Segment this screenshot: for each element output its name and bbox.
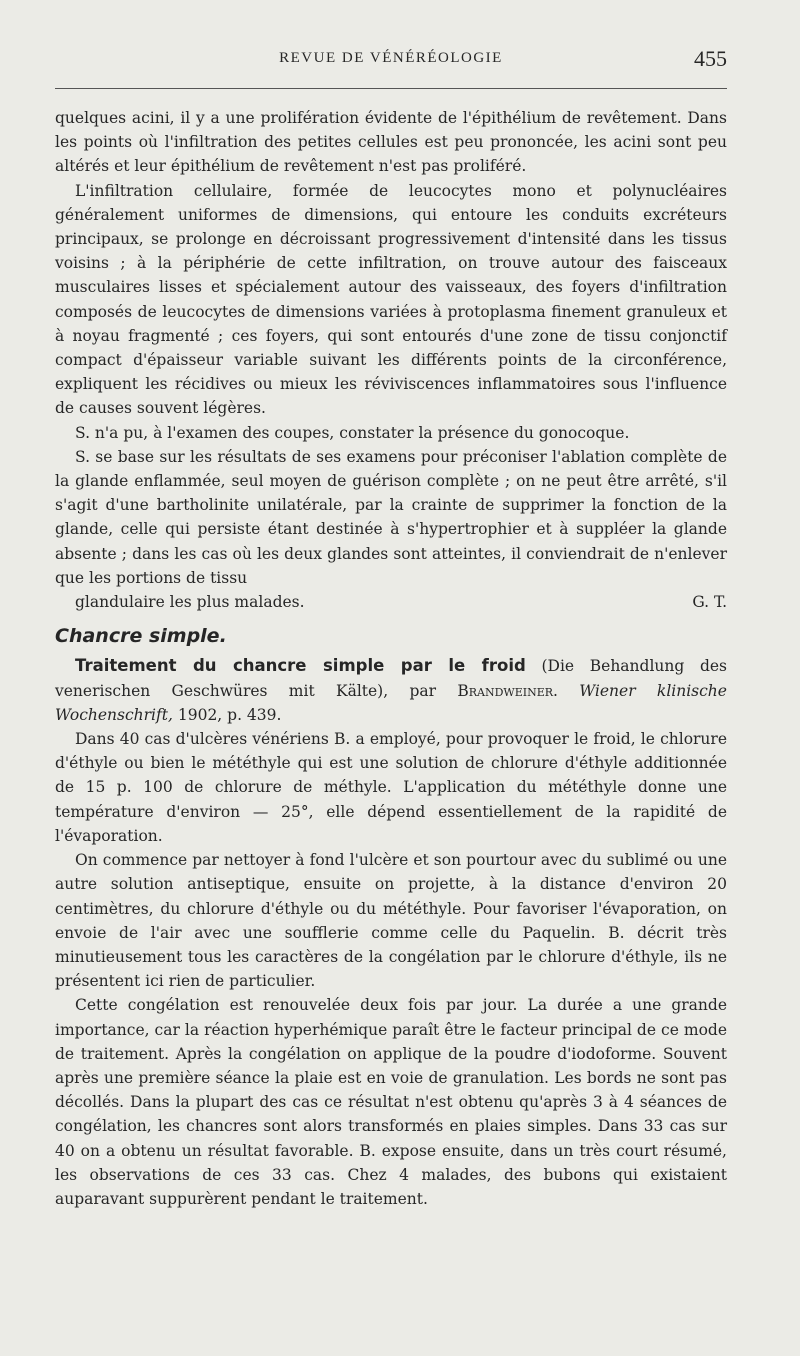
article-paragraph-1: Dans 40 cas d'ulcères vénériens B. a employé, pour provoquer le froid, le chlorure d'éthyle ou bien le météthyle qui est une solution de chlorure d'éthyle additionnée de 15 p. 100 de chlorure de méthyle. L'application du météthyle donne une température d'environ — 25°, elle dépend essentiellement de la rapidité de l'évaporation. (55, 730, 727, 845)
running-title: REVUE DE VÉNÉRÉOLOGIE (279, 50, 503, 66)
page-number: 455 (694, 46, 727, 71)
article-citation: 1902, p. 439. (177, 705, 282, 724)
body-text (55, 106, 727, 1211)
header-rule (55, 88, 727, 89)
article-paragraph-2: On commence par nettoyer à fond l'ulcère et son pourtour avec du sublimé ou une autre solution antiseptique, ensuite on projette, à la distance d'environ 20 centimètres, du chlorure d'éthyle ou du météthyle. Pour favoriser l'évaporation, on envoie de l'air avec une soufflerie comme celle du Paquelin. B. décrit très minutieusement tous les caractères de la congélation par le chlorure d'éthyle, ils ne présentent ici rien de particulier. (55, 851, 727, 991)
article-subtitle: (Die Behandlung des venerischen Geschwüres mit Kälte), par (55, 657, 728, 700)
running-head (55, 46, 727, 74)
paragraph-gonocoque: S. n'a pu, à l'examen des coupes, constater la présence du gonocoque. (75, 423, 630, 442)
signature-line (55, 590, 727, 614)
article-journal: Wiener klinische Wochenschrift, (55, 681, 727, 724)
article-heading (55, 654, 727, 727)
paragraph-ablation-end: glandulaire les plus malades. (75, 593, 305, 612)
paragraph-ablation: S. se base sur les résultats de ses examens pour préconiser l'ablation complète de la glande enflammée, seul moyen de guérison complète ; on ne peut être arrêté, s'il s'agit d'une bartholinite unilatérale, par la crainte de supprimer la fonction de la glande, celle qui persiste étant destinée à s'hypertrophier et à suppléer la glande absente ; dans les cas où les deux glandes sont atteintes, il conviendrait de n'enlever que les portions de tissu (55, 447, 727, 587)
section-title: Chancre simple. (55, 625, 227, 648)
paragraph-continued: quelques acini, il y a une prolifération évidente de l'épithélium de revêtement. Dans les points où l'infiltration des petites cellules est peu prononcée, les acini sont peu altérés et leur épithélium de revêtement n'est pas proliféré. (55, 109, 727, 176)
article-title: Traitement du chancre simple par le froid (75, 656, 526, 676)
paragraph-infiltration: L'infiltration cellulaire, formée de leucocytes mono et polynucléaires généralement uniformes de dimensions, qui entoure les conduits excréteurs principaux, se prolonge en décroissant progressivement d'intensité dans les tissus voisins ; à la périphérie de cette infiltration, on trouve autour des faisceaux musculaires lisses et spécialement autour des vaisseaux, des foyers d'infiltration composés de leucocytes de dimensions variées à protoplasma finement granuleux et à noyau fragmenté ; ces foyers, qui sont entourés d'une zone de tissu conjonctif compact d'épaisseur variable suivant les différents points de la circonférence, expliquent les récidives ou mieux les réviviscences inflammatoires sous l'influence de causes souvent légères. (55, 181, 727, 418)
article-paragraph-3: Cette congélation est renouvelée deux fois par jour. La durée a une grande importance, car la réaction hyperhémique paraît être le facteur principal de ce mode de traitement. Après la congélation on applique de la poudre d'iodoforme. Souvent après une première séance la plaie est en voie de granulation. Les bords ne sont pas décollés. Dans la plupart des cas ce résultat n'est obtenu qu'après 3 à 4 séances de congélation, les chancres sont alors transformés en plaies simples. Dans 33 cas sur 40 on a obtenu un résultat favorable. B. expose ensuite, dans un très court résumé, les observations de ces 33 cas. Chez 4 malades, des bubons qui existaient auparavant suppurèrent pendant le traitement. (55, 996, 727, 1208)
author-initials: G. T. (692, 593, 727, 612)
article-author: Brandweiner. (457, 681, 558, 700)
